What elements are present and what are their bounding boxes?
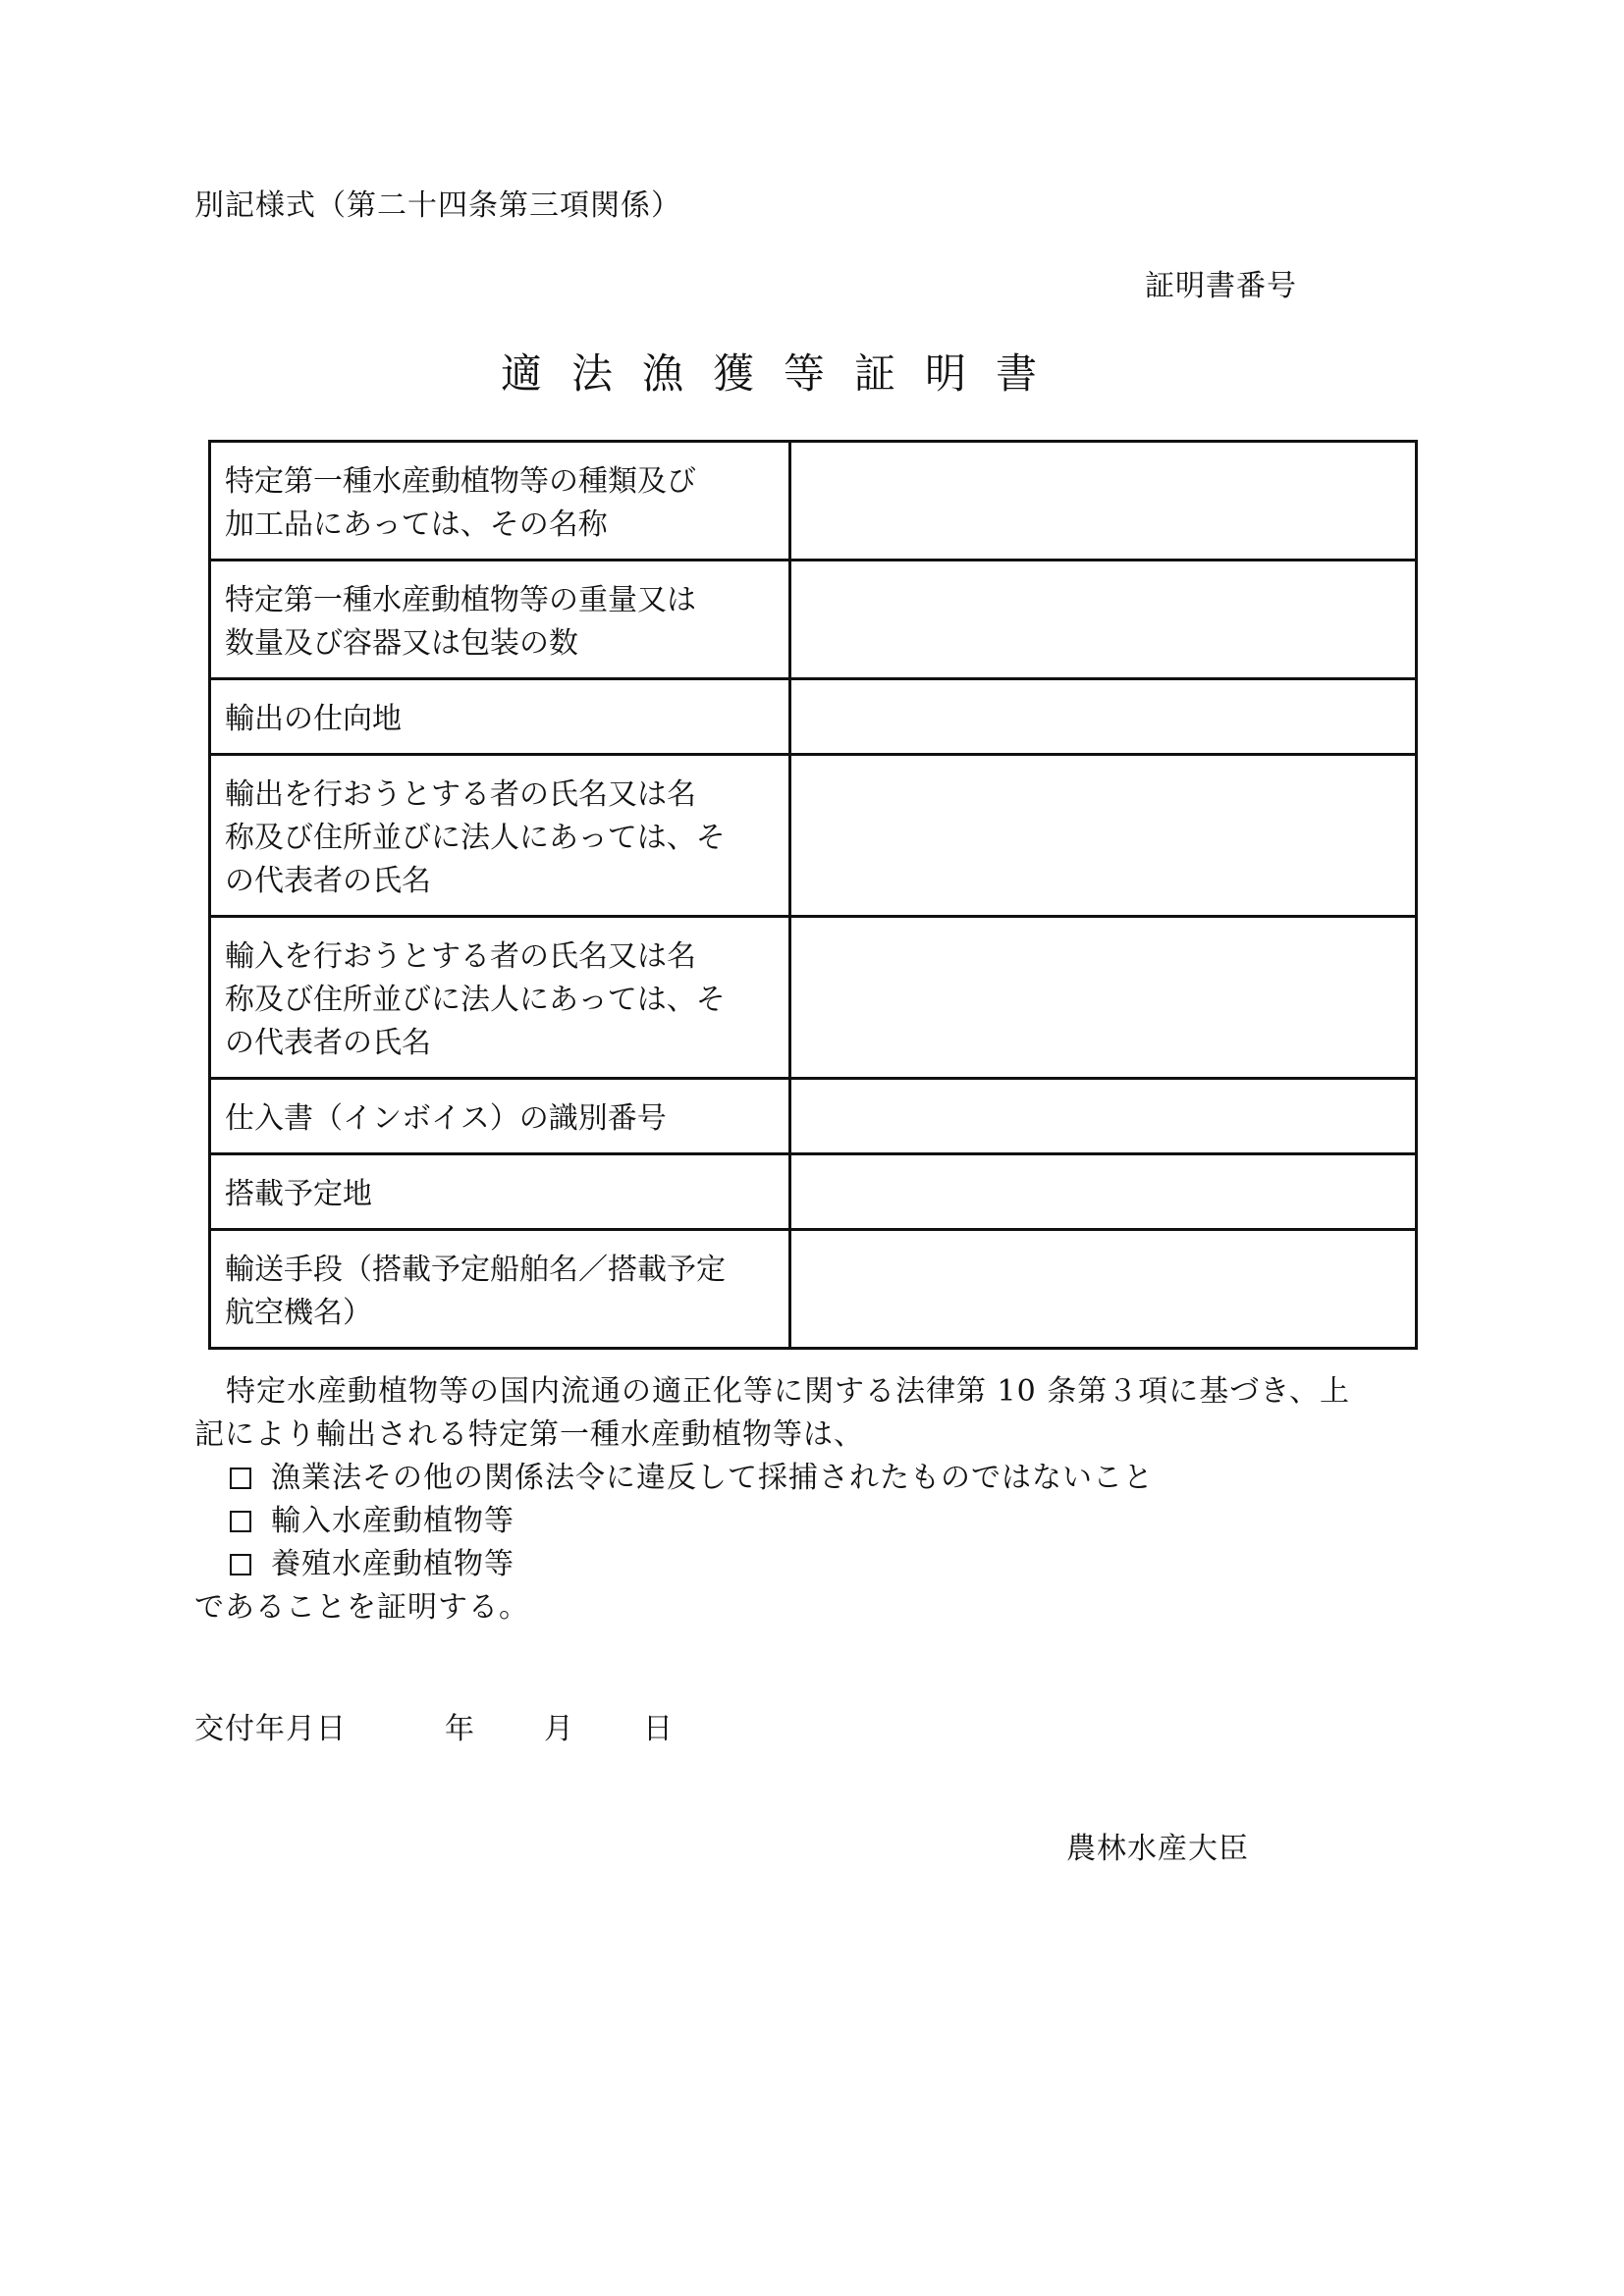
- form-row-transport: [210, 1230, 1417, 1349]
- form-row-loading-place: [210, 1154, 1417, 1230]
- form-row-species: [210, 442, 1417, 561]
- certificate-number-label: 証明書番号: [1145, 269, 1297, 303]
- issue-date: [194, 1704, 674, 1747]
- certification-statement: [194, 1370, 1432, 1629]
- option-label: 漁業法その他の関係法令に違反して採捕されたものではないこと: [271, 1461, 1154, 1495]
- form-row-exporter: [210, 755, 1417, 917]
- row-value-field[interactable]: [790, 755, 1417, 917]
- option-aquaculture: [194, 1543, 1432, 1586]
- row-label: 仕入書（インボイス）の識別番号: [210, 1079, 790, 1154]
- form-row-destination: [210, 679, 1417, 755]
- statement-closing: であることを証明する。: [194, 1590, 529, 1625]
- certificate-form-table: [208, 440, 1418, 1350]
- statement-line: 記により輸出される特定第一種水産動植物等は、: [194, 1417, 864, 1452]
- checkbox-icon[interactable]: [230, 1468, 251, 1489]
- statement-line: 特定水産動植物等の国内流通の適正化等に関する法律第 10 条第３項に基づき、上: [226, 1374, 1351, 1409]
- issuer-name: 農林水産大臣: [1066, 1832, 1249, 1866]
- issue-month-field[interactable]: 月: [544, 1712, 574, 1746]
- checkbox-icon[interactable]: [230, 1511, 251, 1532]
- row-value-field[interactable]: [790, 1079, 1417, 1154]
- option-label: 養殖水産動植物等: [271, 1547, 514, 1581]
- row-value-field[interactable]: [790, 561, 1417, 679]
- form-row-importer: [210, 917, 1417, 1079]
- issue-day-field[interactable]: 日: [643, 1712, 674, 1746]
- row-label: 搭載予定地: [210, 1154, 790, 1230]
- row-label: 輸入を行おうとする者の氏名又は名 称及び住所並びに法人にあっては、そ の代表者の氏名: [210, 917, 790, 1079]
- option-legal-catch: [194, 1457, 1432, 1500]
- row-value-field[interactable]: [790, 1154, 1417, 1230]
- appendix-label: 別記様式（第二十四条第三項関係）: [194, 188, 681, 223]
- row-label: 特定第一種水産動植物等の種類及び 加工品にあっては、その名称: [210, 442, 790, 561]
- row-label: 輸出の仕向地: [210, 679, 790, 755]
- form-row-weight: [210, 561, 1417, 679]
- row-value-field[interactable]: [790, 917, 1417, 1079]
- option-imported: [194, 1500, 1432, 1543]
- issue-date-label: 交付年月日: [194, 1712, 347, 1746]
- option-label: 輸入水産動植物等: [271, 1504, 514, 1538]
- row-label: 輸送手段（搭載予定船舶名／搭載予定 航空機名）: [210, 1230, 790, 1349]
- document-title: 適法漁獲等証明書: [501, 349, 1067, 398]
- row-value-field[interactable]: [790, 679, 1417, 755]
- checkbox-icon[interactable]: [230, 1554, 251, 1575]
- row-label: 特定第一種水産動植物等の重量又は 数量及び容器又は包装の数: [210, 561, 790, 679]
- issue-year-field[interactable]: 年: [445, 1712, 475, 1746]
- form-row-invoice: [210, 1079, 1417, 1154]
- row-value-field[interactable]: [790, 1230, 1417, 1349]
- row-label: 輸出を行おうとする者の氏名又は名 称及び住所並びに法人にあっては、そ の代表者の氏名: [210, 755, 790, 917]
- row-value-field[interactable]: [790, 442, 1417, 561]
